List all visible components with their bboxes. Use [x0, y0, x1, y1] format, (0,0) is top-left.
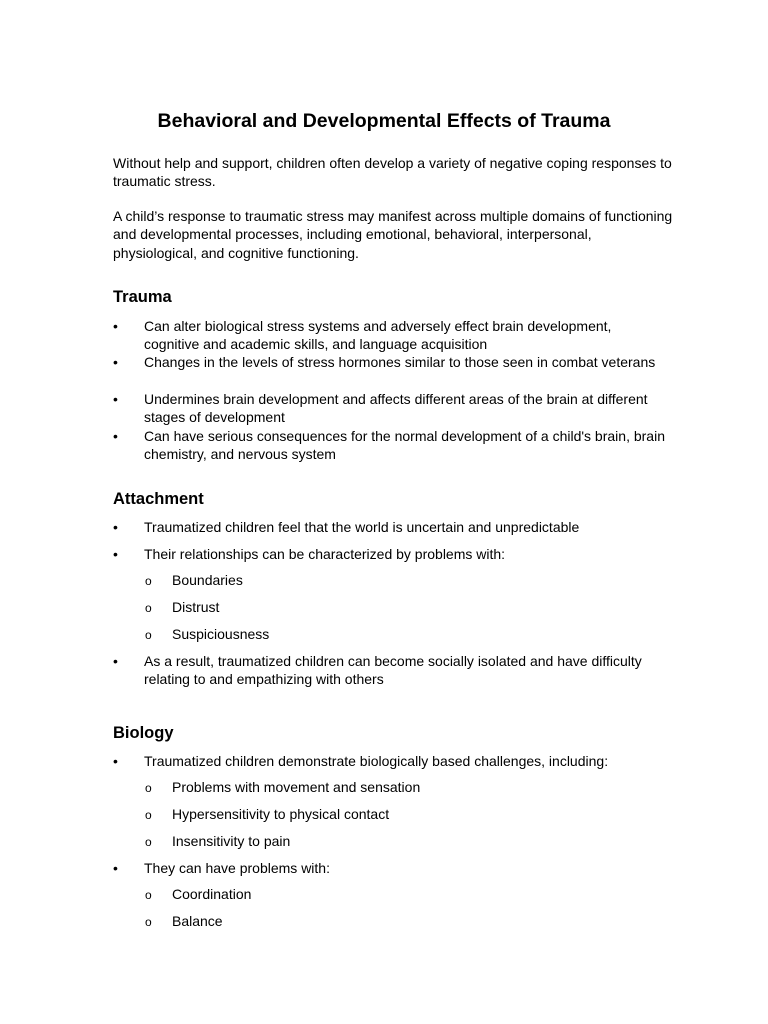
sub-list-item-text: Balance: [172, 913, 223, 929]
bullet-glyph: •: [113, 354, 118, 370]
document-title: Behavioral and Developmental Effects of Trauma: [157, 110, 611, 132]
sub-bullet-glyph: o: [145, 888, 152, 902]
list-item-text: Changes in the levels of stress hormones similar to those seen in combat veterans: [144, 354, 656, 370]
bullet-glyph: •: [113, 653, 118, 669]
section-heading-trauma: Trauma: [113, 288, 172, 306]
sub-bullet-glyph: o: [145, 781, 152, 795]
sub-bullet-glyph: o: [145, 628, 152, 642]
bullet-glyph: •: [113, 546, 118, 562]
bullet-glyph: •: [113, 318, 118, 334]
sub-bullet-glyph: o: [145, 915, 152, 929]
sub-bullet-glyph: o: [145, 808, 152, 822]
sub-list-item-text: Insensitivity to pain: [172, 833, 291, 849]
list-item-text: Can alter biological stress systems and adversely effect brain development, cognitive and academic skills, and language acquisition: [144, 318, 612, 353]
list-item-text: As a result, traumatized children can become socially isolated and have difficulty relating to and empathizing with others: [144, 653, 642, 688]
list-item-text: Undermines brain development and affects different areas of the brain at different stages of development: [144, 391, 648, 426]
section-heading-biology: Biology: [113, 724, 174, 742]
sub-list-item-text: Suspiciousness: [172, 626, 270, 642]
bullet-glyph: •: [113, 860, 118, 876]
sub-list-item-text: Hypersensitivity to physical contact: [172, 806, 390, 822]
sub-bullet-glyph: o: [145, 601, 152, 615]
bullet-glyph: •: [113, 519, 118, 535]
sub-list-item-text: Boundaries: [172, 572, 243, 588]
sub-list-item-text: Coordination: [172, 886, 252, 902]
intro-paragraph-1: Without help and support, children often develop a variety of negative coping responses to traumatic stress.: [113, 155, 672, 190]
bullet-glyph: •: [113, 428, 118, 444]
intro-paragraph-2: A child’s response to traumatic stress may manifest across multiple domains of functioning and developmental processes, including emotional, behavioral, interpersonal, physiological, and cognitive functioning.: [113, 208, 673, 261]
list-item-text: Can have serious consequences for the normal development of a child's brain, brain chemistry, and nervous system: [144, 428, 665, 463]
list-item-text: Traumatized children feel that the world is uncertain and unpredictable: [144, 519, 580, 535]
bullet-glyph: •: [113, 753, 118, 769]
sub-list-item-text: Distrust: [172, 599, 220, 615]
list-item-text: They can have problems with:: [144, 860, 330, 876]
bullet-glyph: •: [113, 391, 118, 407]
sub-list-item-text: Problems with movement and sensation: [172, 779, 421, 795]
list-item-text: Traumatized children demonstrate biologically based challenges, including:: [144, 753, 609, 769]
list-item-text: Their relationships can be characterized by problems with:: [144, 546, 506, 562]
section-heading-attachment: Attachment: [113, 490, 204, 508]
sub-bullet-glyph: o: [145, 574, 152, 588]
sub-bullet-glyph: o: [145, 835, 152, 849]
